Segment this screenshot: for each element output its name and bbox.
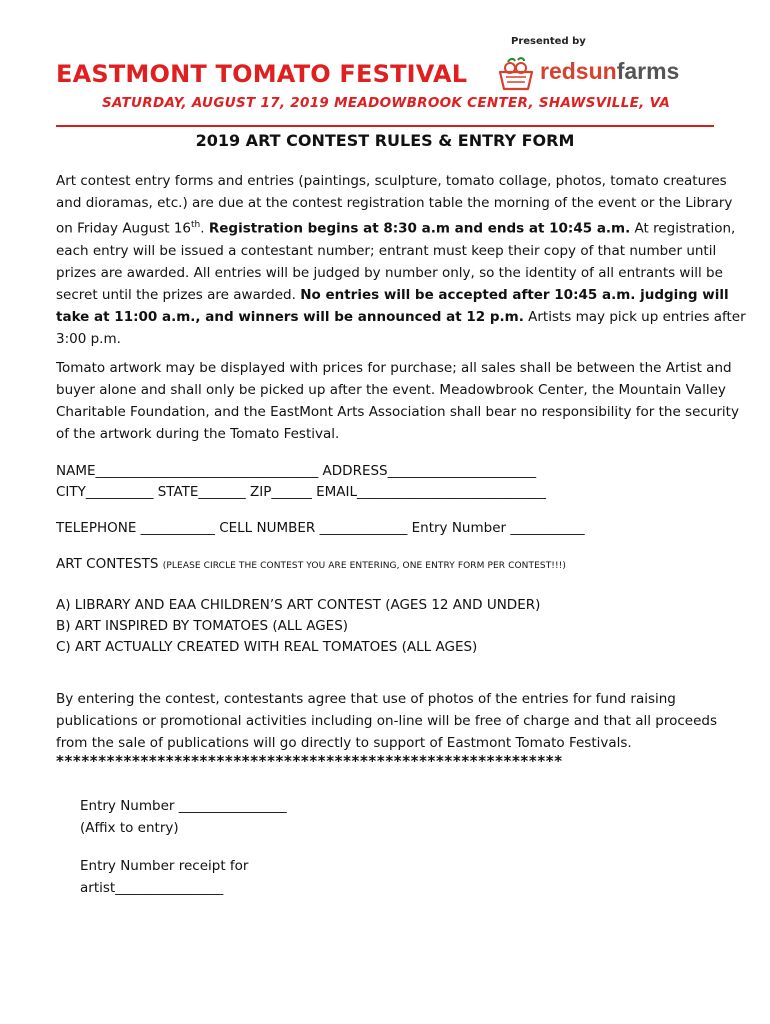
rules-paragraph-1 [56, 170, 746, 350]
sponsor-logo [494, 56, 694, 92]
sponsor-name-gray: farms [616, 58, 680, 84]
contests-list [56, 595, 540, 658]
entry-number-field[interactable]: Entry Number ________________ [80, 798, 287, 814]
contests-heading-text: ART CONTESTS [56, 556, 159, 572]
form-title: 2019 ART CONTEST RULES & ENTRY FORM [195, 131, 575, 150]
name-address-field-line[interactable]: NAME_________________________________ ADDRESS______________________ [56, 463, 537, 479]
affix-note: (Affix to entry) [80, 820, 179, 836]
rules-paragraph-2: Tomato artwork may be displayed with prices for purchase; all sales shall be between the Artist and buyer alone and shall only be picked up after the event. Meadowbrook Center, the Mountain Valley Charitable Foundation, and the EastMont Arts Association shall bear no responsibility for the security of the artwork during the Tomato Festival. [56, 360, 739, 442]
sponsor-name-red: redsun [540, 58, 617, 84]
city-state-zip-email-field-line[interactable]: CITY__________ STATE_______ ZIP______ EMAIL____________________________ [56, 484, 547, 500]
rules-paragraph-3: By entering the contest, contestants agree that use of photos of the entries for fund raising publications or promotional activities including on-line will be free of charge and that all proceeds from the sale of publications will go directly to support of Eastmont Tomato Festivals. [56, 691, 717, 751]
contests-note: (PLEASE CIRCLE THE CONTEST YOU ARE ENTERING, ONE ENTRY FORM PER CONTEST!!!) [162, 561, 567, 571]
tomato-basket-logo-icon [494, 56, 538, 92]
receipt-label: Entry Number receipt for [80, 858, 249, 874]
p1-text-c: At registration, each entry will be issued a contestant number; entrant must keep their copy of that number until prizes are awarded. All entries will be judged by number only, so the identity of all entrants will be secret until the prizes are awarded. [56, 220, 736, 303]
p1-bold-registration: Registration begins at 8:30 a.m and ends at 10:45 a.m. [208, 220, 631, 237]
p1-text-b: . [200, 220, 209, 237]
contest-option-c[interactable]: C) ART ACTUALLY CREATED WITH REAL TOMATOES (ALL AGES) [56, 639, 478, 655]
p1-bold-deadline: No entries will be accepted after 10:45 a.m. judging will take at 11:00 a.m., and winners will be announced at 12 p.m. [56, 286, 729, 325]
p1-superscript: th [191, 220, 201, 230]
contest-option-b[interactable]: B) ART INSPIRED BY TOMATOES (ALL AGES) [56, 618, 349, 634]
entry-receipt-block [80, 855, 249, 899]
contest-option-a[interactable]: A) LIBRARY AND EAA CHILDREN’S ART CONTEST (AGES 12 AND UNDER) [56, 597, 541, 613]
p1-text-d: Artists may pick up entries after 3:00 p.m. [56, 308, 746, 347]
festival-title: EASTMONT TOMATO FESTIVAL [56, 60, 468, 88]
artist-receipt-field[interactable]: artist________________ [80, 880, 224, 896]
event-subtitle: SATURDAY, AUGUST 17, 2019 MEADOWBROOK CENTER, SHAWSVILLE, VA [102, 95, 671, 111]
entry-number-block [80, 795, 287, 839]
presented-by-label: Presented by [511, 36, 586, 47]
p1-text-a: Art contest entry forms and entries (paintings, sculpture, tomato collage, photos, tomato creatures and dioramas, etc.) are due at the contest registration table the morning of the event or the Library on Friday August 16 [56, 173, 733, 237]
phone-entry-number-field-line[interactable]: TELEPHONE ___________ CELL NUMBER _____________ Entry Number ___________ [56, 520, 585, 536]
star-divider: ************************************************************ [56, 752, 563, 770]
sponsor-name [540, 58, 679, 85]
art-contests-heading [56, 556, 566, 572]
header-divider [56, 125, 714, 127]
